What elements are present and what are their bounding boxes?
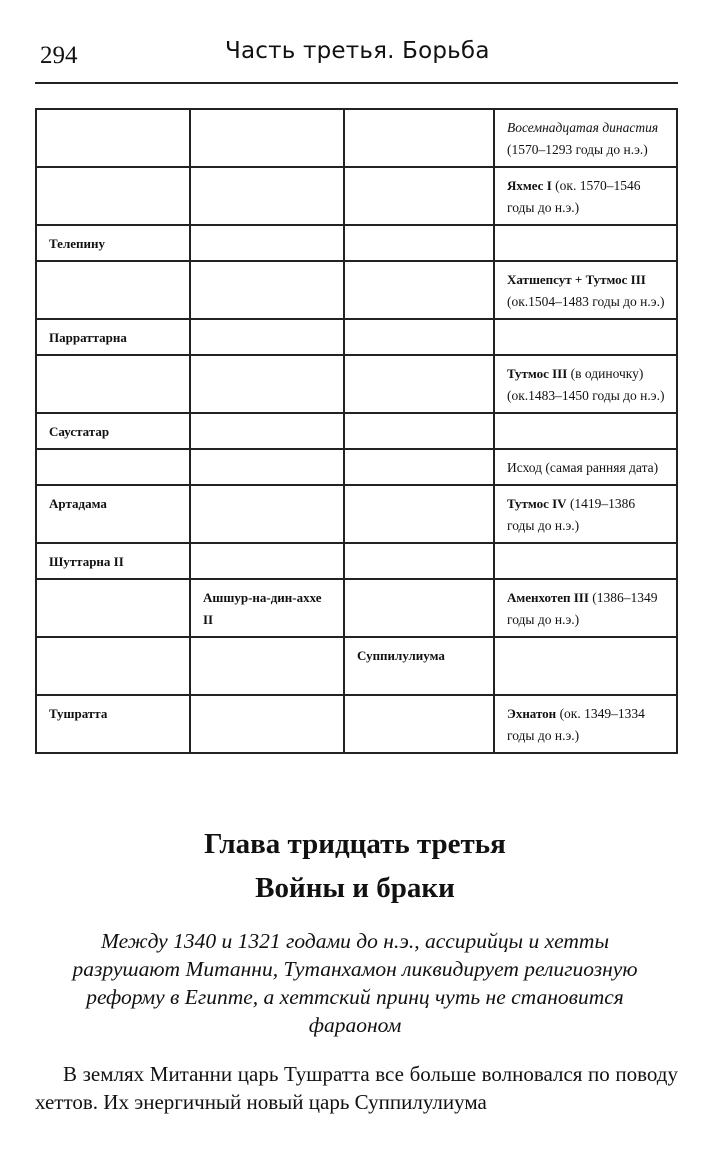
table-cell-c3 [344,319,494,355]
table-cell-egypt [494,579,677,637]
table-cell-c3 [344,261,494,319]
table-cell-egypt [494,319,677,355]
table-cell-egypt [494,695,677,753]
table-cell-c3 [344,413,494,449]
table-cell-c3 [344,695,494,753]
table-cell-c2 [190,695,344,753]
table-cell-c1 [36,579,190,637]
table-row [36,485,677,543]
table-cell-c3 [344,485,494,543]
table-row [36,413,677,449]
table-row [36,167,677,225]
ruler-name: Яхмес I [507,178,552,193]
dynasty-heading: Восемнадцатая династия [507,120,659,135]
table-cell-c2 [190,637,344,695]
table-cell-c1: Саустатар [36,413,190,449]
table-cell-egypt [494,543,677,579]
table-row [36,261,677,319]
table-row [36,225,677,261]
table-cell-c3 [344,109,494,167]
table-cell-c2: Ашшур-на-дин-аххе II [190,579,344,637]
date-text: (ок. 1570–1546 годы до н.э.) [507,178,641,215]
date-text: Исход (самая ранняя дата) [507,460,659,475]
table-cell-c3 [344,449,494,485]
table-cell-c2 [190,109,344,167]
table-cell-c3 [344,225,494,261]
table-row [36,637,677,695]
table-cell-c1 [36,355,190,413]
ruler-name: Аменхотеп III [507,590,589,605]
table-cell-c1 [36,109,190,167]
table-cell-egypt [494,261,677,319]
table-cell-c3 [344,167,494,225]
table-cell-c1 [36,167,190,225]
table-cell-egypt [494,109,677,167]
table-cell-c2 [190,225,344,261]
table-cell-c2 [190,355,344,413]
table-cell-c3 [344,579,494,637]
table-cell-c2 [190,167,344,225]
chapter-summary: Между 1340 и 1321 годами до н.э., ассирийцы и хетты разрушают Митанни, Тутанхамон ликвидирует религиозную реформу в Египте, а хеттский принц чуть не становится фараоном [72,929,638,1037]
page-number: 294 [40,42,78,69]
table-cell-egypt [494,637,677,695]
table-cell-c1: Телепину [36,225,190,261]
date-text: (ок. 1349–1334 годы до н.э.) [507,706,645,743]
header-rule [35,82,678,84]
table-cell-c1: Парраттарна [36,319,190,355]
date-text: (в одиночку) (ок.1483–1450 годы до н.э.) [507,366,665,403]
table-cell-c1: Шуттарна II [36,543,190,579]
table-row [36,543,677,579]
ruler-name: Тутмос III [507,366,568,381]
table-cell-egypt [494,485,677,543]
table-row [36,319,677,355]
chapter-title: Войны и браки [255,872,455,904]
ruler-name: Хатшепсут + Тутмос III [507,272,646,287]
table-row [36,109,677,167]
chronology-table [35,108,678,754]
running-title: Часть третья. Борьба [225,38,490,64]
table-cell-c1 [36,449,190,485]
date-text: (1386–1349 годы до н.э.) [507,590,658,627]
table-cell-c1: Тушратта [36,695,190,753]
table-cell-egypt [494,355,677,413]
table-cell-c2 [190,485,344,543]
table-cell-c2 [190,543,344,579]
chapter-number: Глава тридцать третья [204,828,506,860]
table-row [36,579,677,637]
table-cell-c2 [190,449,344,485]
table-cell-c2 [190,413,344,449]
table-cell-c3 [344,355,494,413]
table-cell-egypt [494,413,677,449]
table-cell-c3: Суппилулиума [344,637,494,695]
table-cell-egypt [494,449,677,485]
table-cell-egypt [494,167,677,225]
table-cell-egypt [494,225,677,261]
date-text: (1570–1293 годы до н.э.) [507,142,648,157]
date-text: (ок.1504–1483 годы до н.э.) [507,294,665,309]
table-row [36,449,677,485]
date-text: (1419–1386 годы до н.э.) [507,496,636,533]
table-cell-c3 [344,543,494,579]
table-cell-c1 [36,637,190,695]
table-row [36,355,677,413]
table-cell-c2 [190,261,344,319]
ruler-name: Тутмос IV [507,496,567,511]
table-cell-c1: Артадама [36,485,190,543]
ruler-name: Эхнатон [507,706,557,721]
body-paragraph: В землях Митанни царь Тушратта все больше волновался по поводу хеттов. Их энергичный новый царь Суппилулиума [35,1062,678,1114]
table-row [36,695,677,753]
table-cell-c1 [36,261,190,319]
table-cell-c2 [190,319,344,355]
